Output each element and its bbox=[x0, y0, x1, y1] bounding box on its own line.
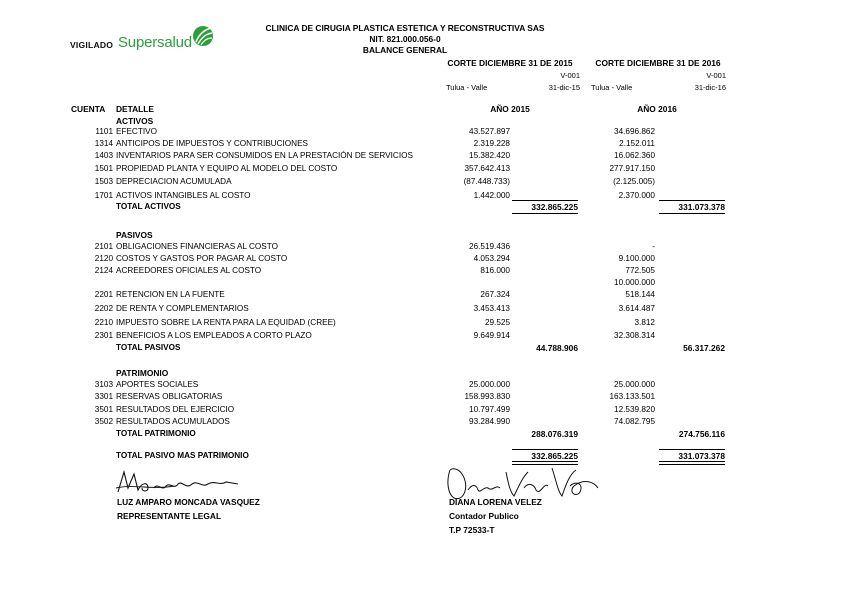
value-2016: 163.133.501 bbox=[609, 392, 655, 401]
value-2016: 12.539.820 bbox=[614, 405, 655, 414]
table-row bbox=[0, 318, 850, 330]
account-code: 3501 bbox=[94, 405, 113, 414]
account-description: ANTICIPOS DE IMPUESTOS Y CONTRIBUCIONES bbox=[116, 139, 308, 148]
grand-total-double-rule-2016 bbox=[659, 461, 725, 465]
pasivos-heading: PASIVOS bbox=[116, 230, 153, 240]
value-2016: 74.082.795 bbox=[614, 417, 655, 426]
account-code: 3301 bbox=[94, 392, 113, 401]
logo-brand: Supersalud bbox=[118, 34, 192, 51]
table-row bbox=[0, 331, 850, 343]
grand-total-rule-2016 bbox=[659, 449, 725, 450]
account-description: PROPIEDAD PLANTA Y EQUIPO AL MODELO DEL COSTO bbox=[116, 164, 338, 173]
legal-rep-name: LUZ AMPARO MONCADA VASQUEZ bbox=[117, 497, 260, 507]
account-description: RESULTADOS ACUMULADOS bbox=[116, 417, 230, 426]
account-code: 1503 bbox=[94, 177, 113, 186]
value-2016: 10.000.000 bbox=[614, 278, 655, 287]
col2016-date: 31-dic-16 bbox=[694, 83, 726, 92]
col2015-title: CORTE DICIEMBRE 31 DE 2015 bbox=[447, 58, 573, 68]
value-2016: 277.917.150 bbox=[609, 164, 655, 173]
account-code: 1101 bbox=[95, 127, 113, 136]
activos-total-label: TOTAL ACTIVOS bbox=[116, 202, 181, 211]
account-description: DEPRECIACION ACUMULADA bbox=[116, 177, 232, 186]
accountant-tp: T.P 72533-T bbox=[449, 525, 495, 535]
activos-total-rule-2016 bbox=[659, 200, 725, 201]
table-row bbox=[0, 164, 850, 176]
value-2015: 26.519.436 bbox=[469, 242, 510, 251]
patrimonio-total-label: TOTAL PATRIMONIO bbox=[116, 429, 196, 438]
account-code: 2202 bbox=[94, 304, 113, 313]
account-code: 2124 bbox=[94, 266, 113, 275]
account-description: EFECTIVO bbox=[116, 127, 157, 136]
value-2016: 3.812 bbox=[634, 318, 655, 327]
value-2016: 9.100.000 bbox=[618, 254, 655, 263]
value-2015: 93.284.990 bbox=[469, 417, 510, 426]
value-2015: 816.000 bbox=[480, 266, 510, 275]
value-2016: 518.144 bbox=[625, 290, 655, 299]
account-description: DE RENTA Y COMPLEMENTARIOS bbox=[116, 304, 249, 313]
account-code: 2120 bbox=[94, 254, 113, 263]
report-title: BALANCE GENERAL bbox=[362, 45, 448, 55]
table-row bbox=[0, 417, 850, 429]
company-name: CLINICA DE CIRUGIA PLASTICA ESTETICA Y RECONSTRUCTIVA SAS bbox=[265, 23, 545, 33]
value-2015: 158.993.830 bbox=[464, 392, 510, 401]
value-2016: 25.000.000 bbox=[614, 380, 655, 389]
account-description: BENEFICIOS A LOS EMPLEADOS A CORTO PLAZO bbox=[116, 331, 312, 340]
table-row bbox=[0, 266, 850, 278]
patrimonio-heading: PATRIMONIO bbox=[116, 368, 169, 378]
activos-underline-2016 bbox=[659, 213, 725, 214]
col2016-version: V-001 bbox=[706, 71, 726, 80]
value-2015: 1.442.000 bbox=[473, 191, 510, 200]
activos-total-2015: 332.865.225 bbox=[531, 202, 578, 212]
table-row bbox=[0, 278, 850, 290]
table-row bbox=[0, 127, 850, 139]
col2015-city: Tulua - Valle bbox=[446, 83, 488, 92]
value-2015: 267.324 bbox=[480, 290, 510, 299]
account-code: 1701 bbox=[94, 191, 113, 200]
table-row bbox=[0, 254, 850, 266]
value-2016: 2.370.000 bbox=[618, 191, 655, 200]
value-2016: 2.152.011 bbox=[619, 139, 655, 148]
value-2015: 43.527.897 bbox=[469, 127, 510, 136]
value-2015: 357.642.413 bbox=[464, 164, 510, 173]
account-code: 1314 bbox=[94, 139, 113, 148]
account-description: APORTES SOCIALES bbox=[116, 380, 199, 389]
account-code: 2201 bbox=[94, 290, 113, 299]
value-2015: 9.649.914 bbox=[473, 331, 510, 340]
account-description: IMPUESTO SOBRE LA RENTA PARA LA EQUIDAD (CREE) bbox=[116, 318, 336, 327]
account-code: 1403 bbox=[94, 151, 113, 160]
grand-total-2016: 331.073.378 bbox=[678, 451, 725, 461]
value-2015: (87.448.733) bbox=[463, 177, 510, 186]
supersalud-leaf-icon bbox=[190, 24, 214, 48]
legal-rep-signature bbox=[114, 468, 244, 496]
account-code: 3103 bbox=[94, 380, 113, 389]
patrimonio-total-2015: 288.076.319 bbox=[531, 429, 578, 439]
table-row bbox=[0, 405, 850, 417]
pasivos-total-2015: 44.788.906 bbox=[536, 343, 578, 353]
year2016-header: AÑO 2016 bbox=[637, 104, 677, 114]
value-2016: - bbox=[652, 242, 655, 251]
activos-heading: ACTIVOS bbox=[116, 116, 154, 126]
activos-total-2016: 331.073.378 bbox=[678, 202, 725, 212]
account-code: 2210 bbox=[94, 318, 113, 327]
table-row bbox=[0, 392, 850, 404]
grand-total-rule-2015 bbox=[512, 449, 578, 450]
logo-prefix: VIGILADO bbox=[70, 40, 114, 50]
account-description: ACREEDORES OFICIALES AL COSTO bbox=[116, 266, 262, 275]
value-2015: 29.525 bbox=[484, 318, 510, 327]
value-2016: 16.062.360 bbox=[614, 151, 655, 160]
value-2015: 4.053.294 bbox=[473, 254, 510, 263]
patrimonio-total-2016: 274.756.116 bbox=[678, 429, 725, 439]
value-2016: 34.696.862 bbox=[614, 127, 655, 136]
value-2016: 3.614.487 bbox=[618, 304, 655, 313]
cuenta-header: CUENTA bbox=[71, 104, 106, 114]
accountant-name: DIANA LORENA VELEZ bbox=[449, 497, 542, 507]
col2016-city: Tulua - Valle bbox=[591, 83, 633, 92]
table-row bbox=[0, 151, 850, 163]
account-description: RESULTADOS DEL EJERCICIO bbox=[116, 405, 235, 414]
year2015-header: AÑO 2015 bbox=[490, 104, 530, 114]
value-2015: 25.000.000 bbox=[469, 380, 510, 389]
value-2015: 15.382.420 bbox=[469, 151, 510, 160]
value-2015: 10.797.499 bbox=[469, 405, 510, 414]
account-description: OBLIGACIONES FINANCIERAS AL COSTO bbox=[116, 242, 278, 251]
detalle-header: DETALLE bbox=[116, 104, 154, 114]
legal-rep-role: REPRESENTANTE LEGAL bbox=[117, 511, 222, 521]
account-description: RESERVAS OBLIGATORIAS bbox=[116, 392, 223, 401]
account-code: 2301 bbox=[94, 331, 113, 340]
company-nit: NIT. 821.000.056-0 bbox=[369, 34, 441, 44]
value-2015: 3.453.413 bbox=[473, 304, 510, 313]
account-code: 1501 bbox=[94, 164, 113, 173]
pasivos-total-2016: 56.317.262 bbox=[683, 343, 725, 353]
pasivos-total-row bbox=[0, 343, 850, 355]
patrimonio-total-row bbox=[0, 429, 850, 441]
value-2016: 32.308.314 bbox=[614, 331, 655, 340]
table-row bbox=[0, 290, 850, 302]
table-row bbox=[0, 380, 850, 392]
value-2016: (2.125.005) bbox=[613, 177, 655, 186]
supersalud-logo bbox=[70, 24, 220, 54]
activos-underline-2015 bbox=[512, 213, 578, 214]
table-row bbox=[0, 139, 850, 151]
activos-total-rule-2015 bbox=[512, 200, 578, 201]
grand-total-2015: 332.865.225 bbox=[531, 451, 578, 461]
accountant-signature bbox=[444, 462, 604, 502]
pasivos-total-label: TOTAL PASIVOS bbox=[116, 343, 181, 352]
account-code: 2101 bbox=[94, 242, 113, 251]
account-code: 3502 bbox=[94, 417, 113, 426]
col2015-date: 31-dic-15 bbox=[548, 83, 580, 92]
value-2015: 2.319.228 bbox=[473, 139, 510, 148]
account-description: INVENTARIOS PARA SER CONSUMIDOS EN LA PRESTACIÓN DE SERVICIOS bbox=[116, 151, 413, 160]
table-row bbox=[0, 242, 850, 254]
account-description: COSTOS Y GASTOS POR PAGAR AL COSTO bbox=[116, 254, 288, 263]
accountant-role: Contador Publico bbox=[449, 511, 519, 521]
account-description: RETENCION EN LA FUENTE bbox=[116, 290, 225, 299]
col2015-version: V-001 bbox=[560, 71, 580, 80]
grand-total-label: TOTAL PASIVO MAS PATRIMONIO bbox=[116, 451, 249, 460]
table-row bbox=[0, 177, 850, 189]
value-2016: 772.505 bbox=[625, 266, 655, 275]
col2016-title: CORTE DICIEMBRE 31 DE 2016 bbox=[595, 58, 721, 68]
table-row bbox=[0, 304, 850, 316]
account-description: ACTIVOS INTANGIBLES AL COSTO bbox=[116, 191, 251, 200]
